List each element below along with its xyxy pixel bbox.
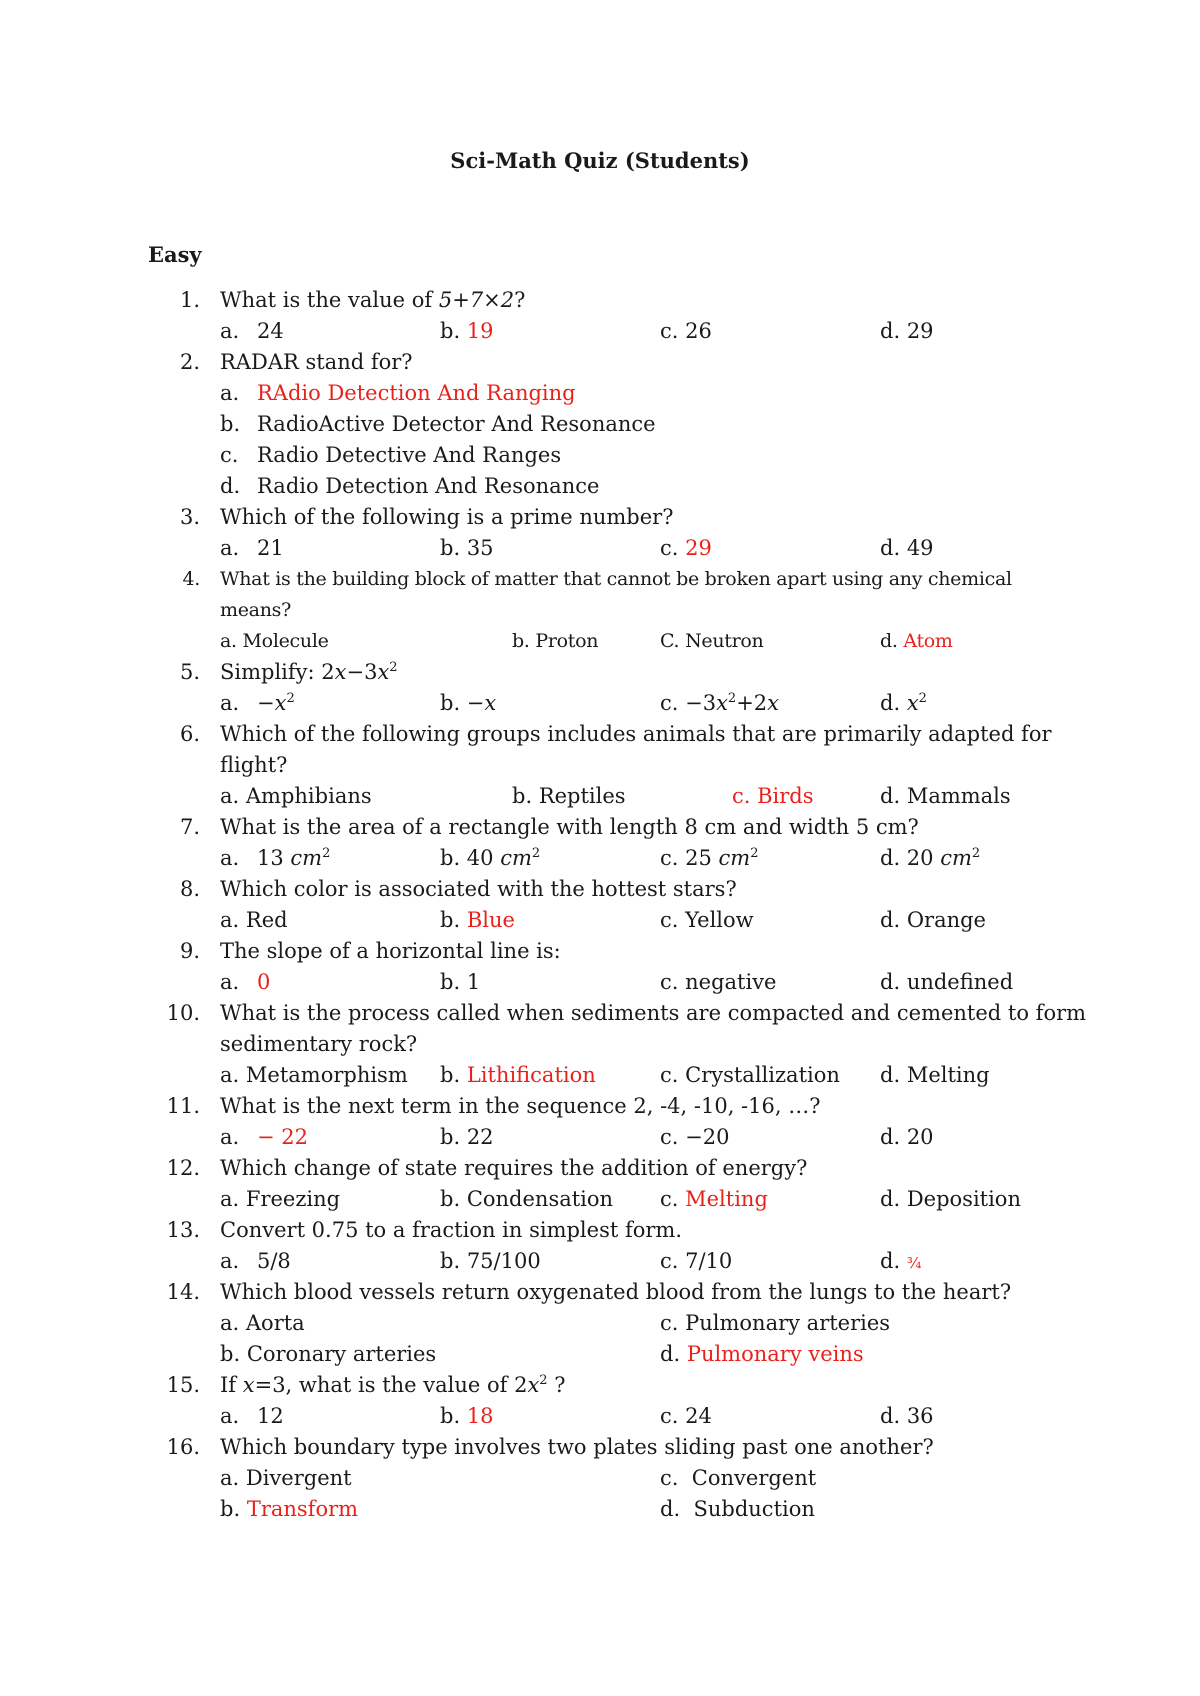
option-d: d. 20 [880,1125,934,1149]
option-a: a. 21 [220,536,284,560]
option-b: b. 18 [440,1404,494,1428]
option-a: a. 24 [220,319,284,343]
option-c: c. Crystallization [660,1063,840,1087]
question-9-options [0,967,1200,998]
question-16-options-row1 [0,1463,1200,1494]
question-number: 6. [179,722,200,746]
option-b: b. 35 [440,536,494,560]
option-d: d. Deposition [880,1187,1021,1211]
question-12 [0,1153,1200,1184]
option-c: c. Melting [660,1187,768,1211]
option-c: c. $-3x^2+2x$ [660,691,780,715]
question-text: Which color is associated with the hottest stars? [220,877,737,901]
option-c: c. 29 [660,536,712,560]
correct-answer: ¾ [906,1254,922,1272]
option-a: a. $-x^2$ [220,691,295,715]
question-6-cont [0,750,1200,781]
option-b: b. Reptiles [512,784,626,808]
option-b: b. Coronary arteries [220,1342,437,1366]
option-a: a. 12 [220,1404,284,1428]
question-8-options [0,905,1200,936]
correct-answer: Blue [466,908,515,932]
option-d: d. undefined [880,970,1014,994]
question-2 [0,347,1200,378]
option-d: d. Melting [880,1063,990,1087]
option-a: a. Divergent [220,1466,352,1490]
question-text: What is the area of a rectangle with length 8 cm and width 5 cm? [220,815,919,839]
question-list [0,285,1200,1525]
question-9 [0,936,1200,967]
question-8 [0,874,1200,905]
question-number: 11. [166,1094,200,1118]
question-13 [0,1215,1200,1246]
option-d: d. Pulmonary veins [660,1342,864,1366]
correct-answer: 29 [685,536,712,560]
option-c: c. Yellow [660,908,754,932]
correct-answer: Atom [903,630,953,652]
option-a: a. Metamorphism [220,1063,408,1087]
question-5-options [0,688,1200,719]
option-d: d. Subduction [660,1497,815,1521]
question-number: 9. [179,939,200,963]
option-b: b. 40 $cm^2$ [440,846,541,870]
option-c: c. 25 $cm^2$ [660,846,759,870]
option-b: b. Lithification [440,1063,596,1087]
option-a: a. − 22 [220,1125,308,1149]
question-text: What is the process called when sediments are compacted and cemented to form [220,1001,1087,1025]
question-number: 3. [179,505,200,529]
option-b: b. Blue [440,908,515,932]
option-d: d. Orange [880,908,986,932]
option-d: d. 36 [880,1404,934,1428]
question-number: 10. [166,1001,200,1025]
question-12-options [0,1184,1200,1215]
question-14-options-row2 [0,1339,1200,1370]
question-5 [0,657,1200,688]
page-title: Sci-Math Quiz (Students) [450,148,750,173]
correct-answer: − 22 [257,1125,308,1149]
option-c: c. negative [660,970,777,994]
option-d: d. $x^2$ [880,691,927,715]
question-10-cont [0,1029,1200,1060]
question-text: Which blood vessels return oxygenated blood from the lungs to the heart? [220,1280,1012,1304]
option-b: b. 1 [440,970,481,994]
question-16 [0,1432,1200,1463]
question-text: Convert 0.75 to a fraction in simplest form. [220,1218,682,1242]
option-c: C. Neutron [660,630,764,652]
question-number: 2. [179,350,200,374]
question-3-options [0,533,1200,564]
question-13-options [0,1246,1200,1277]
option-c: c. 24 [660,1404,712,1428]
question-11-options [0,1122,1200,1153]
correct-answer: 19 [466,319,494,343]
question-number: 4. [182,568,200,590]
question-text: What is the next term in the sequence 2, -4, -10, -16, …? [220,1094,821,1118]
question-4-cont [0,595,1200,626]
option-d: d. ¾ [880,1249,922,1273]
option-b: b. Condensation [440,1187,614,1211]
question-text: What is the value of 5+7×2? [220,288,526,312]
option-a: a. 0 [220,970,271,994]
question-text: RADAR stand for? [220,350,413,374]
correct-answer: Transform [246,1497,359,1521]
question-text: Which change of state requires the addition of energy? [220,1156,808,1180]
option-a: a. 13 $cm^2$ [220,846,331,870]
question-2-option-d: d. Radio Detection And Resonance [220,474,600,498]
correct-answer: 18 [466,1404,494,1428]
option-c: c. 7/10 [660,1249,733,1273]
question-6-options [0,781,1200,812]
correct-answer: Lithification [466,1063,596,1087]
option-c: c. 26 [660,319,712,343]
question-2-option-b: b. RadioActive Detector And Resonance [220,412,656,436]
question-4-options [0,626,1200,657]
question-text-continued: sedimentary rock? [220,1032,418,1056]
option-b: b. 75/100 [440,1249,541,1273]
option-d: d. 20 $cm^2$ [880,846,981,870]
correct-answer: Pulmonary veins [686,1342,864,1366]
question-number: 12. [166,1156,200,1180]
question-number: 15. [166,1373,200,1397]
option-b: b. −x [440,691,497,715]
option-a: a. Red [220,908,288,932]
question-2-option-a: a. RAdio Detection And Ranging [220,381,576,405]
option-a: a. Freezing [220,1187,341,1211]
section-heading-easy: Easy [148,242,202,267]
question-6 [0,719,1200,750]
question-number: 7. [179,815,200,839]
option-b: b. 19 [440,319,494,343]
option-d: d. 49 [880,536,934,560]
question-10-options [0,1060,1200,1091]
option-c: c. Convergent [660,1466,817,1490]
correct-answer: Melting [685,1187,768,1211]
question-7 [0,812,1200,843]
option-c: c. Birds [732,784,814,808]
option-d: d. Mammals [880,784,1011,808]
option-c: c. −20 [660,1125,730,1149]
question-4 [0,564,1200,595]
question-text: The slope of a horizontal line is: [220,939,561,963]
option-d: d. 29 [880,319,934,343]
question-number: 1. [179,288,200,312]
question-1-options [0,316,1200,347]
correct-answer: RAdio Detection And Ranging [257,381,576,405]
option-a: a. Molecule [220,630,329,652]
question-15 [0,1370,1200,1401]
question-number: 16. [166,1435,200,1459]
question-text-continued: flight? [220,753,288,777]
question-1 [0,285,1200,316]
option-a: a. Amphibians [220,784,372,808]
question-number: 14. [166,1280,200,1304]
question-number: 13. [166,1218,200,1242]
option-d: d. Atom [880,630,953,652]
question-text: What is the building block of matter that cannot be broken apart using any chemical [220,568,1012,590]
question-14-options-row1 [0,1308,1200,1339]
question-2-option-c: c. Radio Detective And Ranges [220,443,562,467]
correct-answer: 0 [257,970,271,994]
option-b: b. Proton [512,630,599,652]
question-text-continued: means? [220,599,291,621]
question-3 [0,502,1200,533]
question-text: Which boundary type involves two plates sliding past one another? [220,1435,934,1459]
question-number: 8. [179,877,200,901]
question-16-options-row2 [0,1494,1200,1525]
question-10 [0,998,1200,1029]
correct-answer: Birds [757,784,814,808]
question-number: 5. [179,660,200,684]
question-text: Which of the following is a prime number? [220,505,674,529]
option-a: a. 5/8 [220,1249,291,1273]
option-c: c. Pulmonary arteries [660,1311,891,1335]
question-11 [0,1091,1200,1122]
question-14 [0,1277,1200,1308]
option-b: b. Transform [220,1497,359,1521]
question-text: If x=3, what is the value of $2x^2$ ? [220,1373,566,1397]
option-b: b. 22 [440,1125,494,1149]
question-15-options [0,1401,1200,1432]
question-7-options [0,843,1200,874]
question-text: Simplify: $2x-3x^2$ [220,660,398,684]
question-text: Which of the following groups includes animals that are primarily adapted for [220,722,1052,746]
option-a: a. Aorta [220,1311,305,1335]
